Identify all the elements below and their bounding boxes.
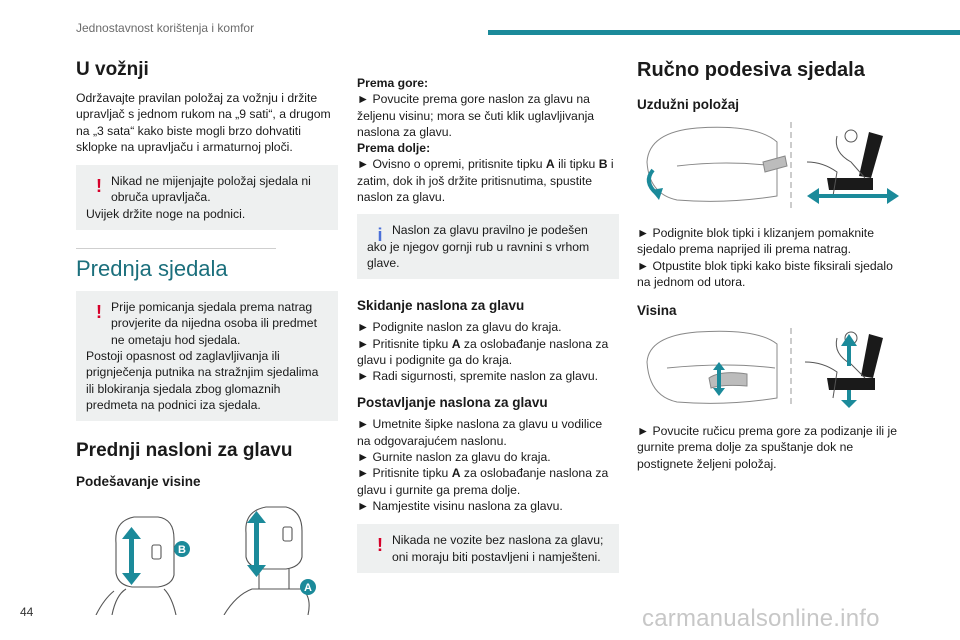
skidanje-steps — [357, 319, 619, 384]
warning-icon: ! — [96, 302, 102, 323]
warning-box-no-headrest — [357, 524, 619, 573]
page-header-bar — [488, 30, 960, 35]
skidanje-step-3: ► Radi sigurnosti, spremite naslon za glavu. — [357, 369, 599, 384]
skidanje-heading: Skidanje naslona za glavu — [357, 298, 525, 314]
button-a-label: A — [304, 582, 312, 595]
key-b: B — [598, 157, 608, 172]
seat-side-image-2 — [647, 331, 777, 403]
prema-gore-label: Prema gore: — [357, 76, 429, 90]
visina-step: ► Povucite ručicu prema gore za podizanje ili je gurnite prema dolje za spuštanje dok ne postignete željeni položaj. — [637, 424, 898, 471]
info-icon: i — [377, 225, 383, 246]
prednja-sjedala-heading: Prednja sjedala — [76, 256, 228, 282]
postavljanje-heading: Postavljanje naslona za glavu — [357, 395, 548, 411]
warning-text-4: Postoji opasnost od zaglavljivanja ili prignječenja putnika na stražnjim sjedalima ili blokiranja sjedala zbog glomaznih predmeta na podnici iza sjedala. — [86, 348, 319, 412]
page-number: 44 — [20, 605, 34, 619]
seat-handle-image — [763, 156, 787, 172]
info-box-headrest — [357, 214, 619, 279]
u-voznji-paragraph: Održavajte pravilan položaj za vožnju i držite upravljač s jednom rukom na „9 sati“, a drugom na „3 sata“ kako biste mogli brzo dohvatiti sklopke na upravljaču i armaturnoj ploči. — [76, 91, 331, 154]
warning-text-3: Prije pomicanja sjedala prema natrag provjerite da nijedna osoba ili predmet ne ometaju hod sjedala. — [111, 300, 317, 347]
prema-dolje-label: Prema dolje: — [357, 141, 431, 156]
key-a: A — [545, 157, 555, 172]
page-header-title: Jednostavnost korištenja i komfor — [76, 21, 255, 35]
prema-gore-block — [357, 75, 619, 205]
podesavanje-heading: Podešavanje visine — [76, 474, 201, 490]
uzduzni-step-2: ► Otpustite blok tipki kako biste fiksirali sjedalo na jednom od utora. — [637, 258, 893, 289]
column-3 — [637, 56, 899, 472]
warning-text-2: Uvijek držite noge na podnici. — [86, 206, 246, 221]
longitudinal-arrow — [807, 188, 899, 204]
column-2 — [357, 75, 619, 573]
headrest-right-arrow — [247, 511, 266, 577]
warning-icon: ! — [96, 176, 102, 197]
key-a: A — [451, 466, 461, 481]
ili-tipku: ili tipku — [558, 157, 596, 172]
postav-step-2: ► Gurnite naslon za glavu do kraja. — [357, 450, 551, 465]
section-divider — [76, 248, 276, 249]
uzduzni-steps — [637, 225, 899, 290]
height-illustration — [637, 328, 899, 413]
postavljanje-steps — [357, 416, 619, 514]
height-arrow — [841, 334, 857, 408]
column-1 — [76, 56, 338, 620]
headrest-illustration — [76, 503, 338, 620]
prema-gore-text: ► Povucite prema gore naslon za glavu na željenu visinu; mora se čuti klik uglavljivanja naslona za glavu. — [357, 92, 595, 139]
height-handle-image — [709, 373, 747, 388]
uzduzni-step-1: ► Podignite blok tipki i klizanjem pomaknite sjedalo prema naprijed ili prema natrag. — [637, 226, 874, 257]
warning-text-5: Nikada ne vozite bez naslona za glavu; oni moraju biti postavljeni i namješteni. — [392, 533, 604, 564]
headrest-right-image — [224, 507, 309, 615]
rucno-heading: Ručno podesiva sjedala — [637, 59, 865, 81]
button-b-label: B — [178, 544, 186, 557]
postav-step-3-pre: ► Pritisnite tipku — [357, 466, 449, 481]
info-text: Naslon za glavu pravilno je podešen ako je njegov gornji rub u ravnini s vrhom glave. — [367, 223, 590, 270]
seat-side-image — [647, 127, 777, 201]
headrest-left-arrow — [122, 527, 141, 585]
warning-icon: ! — [377, 535, 383, 556]
skidanje-step-2-pre: ► Pritisnite tipku — [357, 336, 449, 351]
warning-box-driving — [76, 165, 338, 230]
postav-step-4: ► Namjestite visinu naslona za glavu. — [357, 498, 563, 513]
longitudinal-illustration — [637, 122, 899, 213]
watermark: carmanualsonline.info — [642, 605, 880, 632]
uzduzni-heading: Uzdužni položaj — [637, 97, 739, 112]
prema-dolje-pre: ► Ovisno o opremi, pritisnite tipku — [357, 157, 543, 172]
visina-heading: Visina — [637, 303, 677, 319]
headrest-left-image — [96, 517, 176, 615]
postav-step-3-post: za oslobađanje naslona za glavu i gurnite ga prema dolje. — [357, 466, 609, 497]
skidanje-step-2-post: za oslobađanje naslona za glavu i podignite ga do kraja. — [357, 336, 609, 367]
prema-dolje-post: i zatim, dok ih još držite pritisnutima, spustite naslon za glavu. — [357, 157, 614, 205]
skidanje-step-1: ► Podignite naslon za glavu do kraja. — [357, 320, 562, 335]
warning-text-1: Nikad ne mijenjajte položaj sjedala ni obruča upravljača. — [111, 174, 311, 205]
warning-box-seats — [76, 291, 338, 421]
postav-step-1: ► Umetnite šipke naslona za glavu u vodilice na odgovarajućem naslonu. — [357, 417, 603, 448]
u-voznji-heading: U vožnji — [76, 59, 149, 80]
key-a: A — [451, 336, 461, 351]
nasloni-heading: Prednji nasloni za glavu — [76, 440, 293, 462]
